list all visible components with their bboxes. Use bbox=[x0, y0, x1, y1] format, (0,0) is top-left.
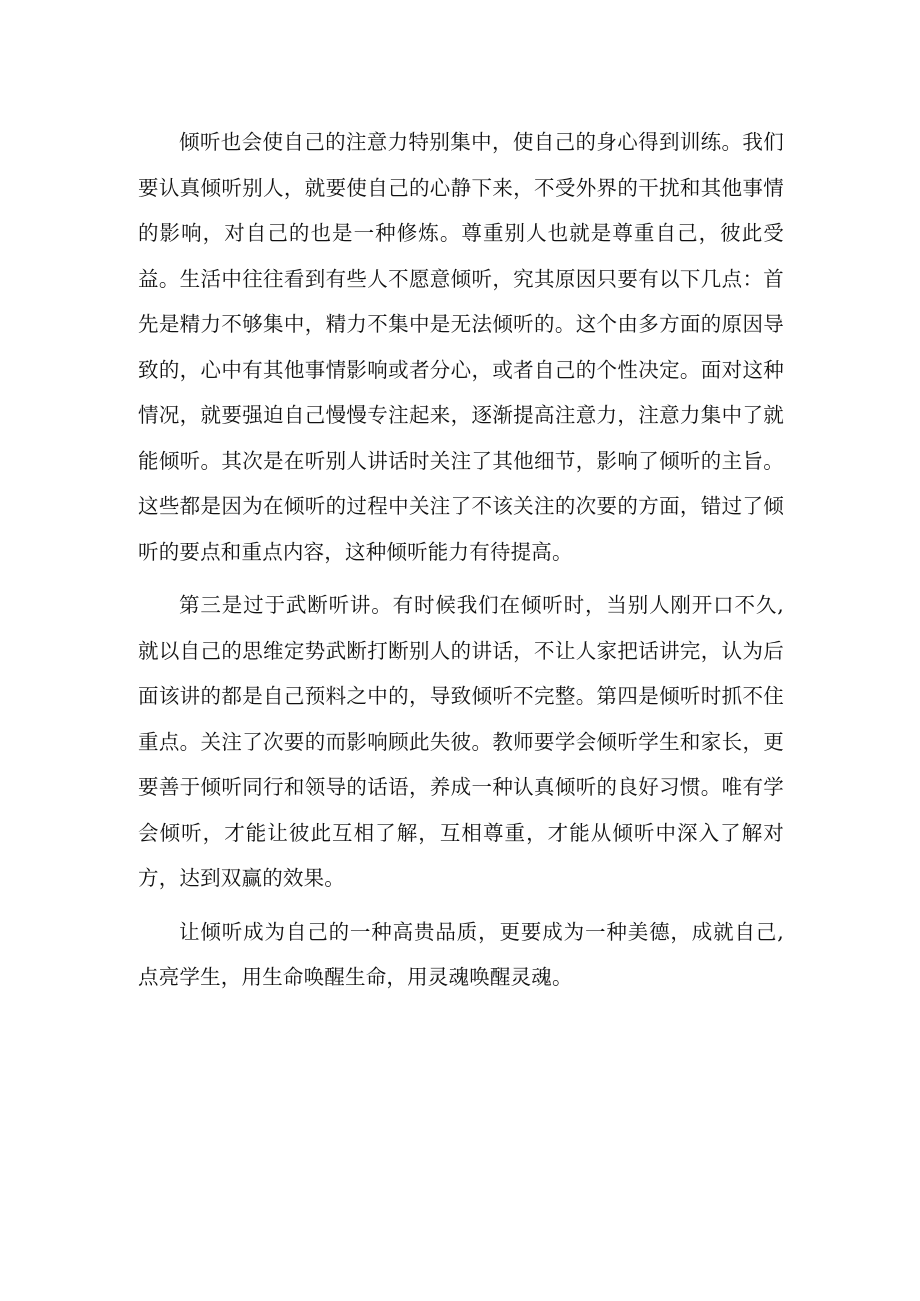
paragraph-1: 倾听也会使自己的注意力特别集中，使自己的身心得到训练。我们要认真倾听别人，就要使自己的心静下来，不受外界的干扰和其他事情的影响，对自己的也是一种修炼。尊重别人也就是尊重自己，彼此受益。生活中往往看到有些人不愿意倾听，究其原因只要有以下几点：首先是精力不够集中，精力不集中是无法倾听的。这个由多方面的原因导致的，心中有其他事情影响或者分心，或者自己的个性决定。面对这种情况，就要强迫自己慢慢专注起来，逐渐提高注意力，注意力集中了就能倾听。其次是在听别人讲话时关注了其他细节，影响了倾听的主旨。这些都是因为在倾听的过程中关注了不该关注的次要的方面，错过了倾听的要点和重点内容，这种倾听能力有待提高。 bbox=[138, 130, 784, 564]
document-body bbox=[138, 120, 784, 1009]
paragraph-2: 第三是过于武断听讲。有时候我们在倾听时，当别人刚开口不久,就以自己的思维定势武断打断别人的讲话，不让人家把话讲完，认为后面该讲的都是自己预料之中的，导致倾听不完整。第四是倾听时抓不住重点。关注了次要的而影响顾此失彼。教师要学会倾听学生和家长，更要善于倾听同行和领导的话语，养成一种认真倾听的良好习惯。唯有学会倾听，才能让彼此互相了解，互相尊重，才能从倾听中深入了解对方，达到双赢的效果。 bbox=[138, 593, 784, 890]
paragraph-3: 让倾听成为自己的一种高贵品质，更要成为一种美德，成就自己,点亮学生，用生命唤醒生命，用灵魂唤醒灵魂。 bbox=[138, 919, 784, 989]
